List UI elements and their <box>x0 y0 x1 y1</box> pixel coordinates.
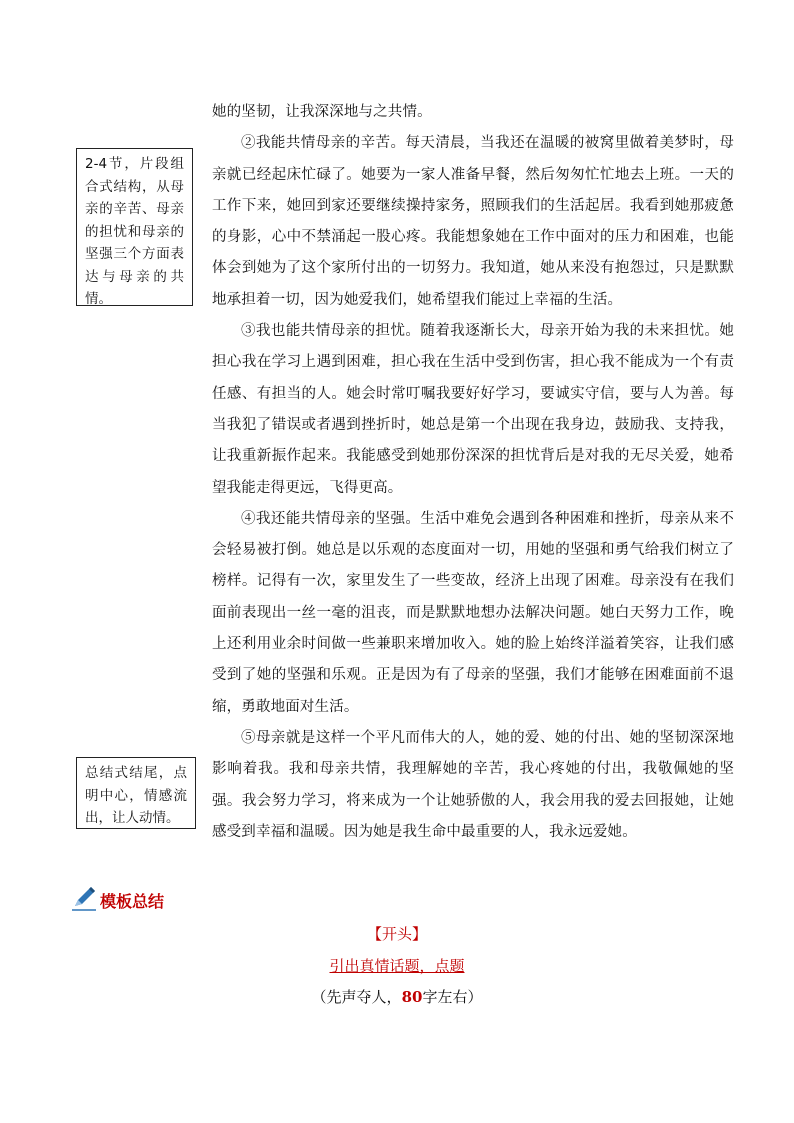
paragraph-3: ③我也能共情母亲的担忧。随着我逐渐长大，母亲开始为我的未来担忧。她担心我在学习上遇到困难，担心我在生活中受到伤害，担心我不能成为一个有责任感、有担当的人。她会时常叮嘱我要好好学习，要诚实守信，要与人为善。每当我犯了错误或者遇到挫折时，她总是第一个出现在我身边，鼓励我、支持我，让我重新振作起来。我能感受到她那份深深的担忧背后是对我的无尽关爱，她希望我能走得更远，飞得更高。 <box>212 323 734 496</box>
annotation-text-structure: 2-4节，片段组合式结构，从母亲的辛苦、母亲的担忧和母亲的坚强三个方面表达与母亲的共情。 <box>85 156 184 307</box>
paragraph-4: ④我还能共情母亲的坚强。生活中难免会遇到各种困难和挫折，母亲从来不会轻易被打倒。她总是以乐观的态度面对一切，用她的坚强和勇气给我们树立了榜样。记得有一次，家里发生了一些变故，经济上出现了困难。母亲没有在我们面前表现出一丝一毫的沮丧，而是默默地想办法解决问题。她白天努力工作，晚上还利用业余时间做一些兼职来增加收入。她的脸上始终洋溢着笑容，让我们感受到了她的坚强和乐观。正是因为有了母亲的坚强，我们才能够在困难面前不退缩，勇敢地面对生活。 <box>212 510 734 715</box>
summary-title: 模板总结 <box>100 892 165 911</box>
annotation-box-ending <box>76 757 196 829</box>
pencil-icon <box>70 884 98 912</box>
article-body <box>212 97 734 848</box>
paragraph-5: ⑤母亲就是这样一个平凡而伟大的人，她的爱、她的付出、她的坚韧深深地影响着我。我和母亲共情，我理解她的辛苦，我心疼她的付出，我敬佩她的坚强。我会努力学习，将来成为一个让她骄傲的人，我会用我的爱去回报她，让她感受到幸福和温暖。因为她是我生命中最重要的人，我永远爱她。 <box>212 729 734 840</box>
annotation-text-ending: 总结式结尾，点明中心，情感流出，让人动情。 <box>85 765 187 826</box>
section-detail-pre: （先声夺人， <box>311 988 402 1006</box>
section-description: 引出真情话题，点题 <box>329 957 465 975</box>
section-detail <box>0 985 794 1009</box>
section-detail-post: 字左右） <box>422 988 483 1006</box>
annotation-box-structure <box>76 148 193 306</box>
paragraph-continuation: 她的坚韧，让我深深地与之共情。 <box>212 104 432 120</box>
paragraph-2: ②我能共情母亲的辛苦。每天清晨，当我还在温暖的被窝里做着美梦时，母亲就已经起床忙碌了。她要为一家人准备早餐，然后匆匆忙忙地去上班。一天的工作下来，她回到家还要继续操持家务，照顾我们的生活起居。我看到她那疲惫的身影，心中不禁涌起一股心疼。我能想象她在工作中面对的压力和困难，也能体会到她为了这个家所付出的一切努力。我知道，她从来没有抱怨过，只是默默地承担着一切，因为她爱我们，她希望我们能过上幸福的生活。 <box>212 135 734 308</box>
summary-heading <box>70 882 164 912</box>
section-detail-number: 80 <box>401 988 423 1006</box>
section-label: 【开头】 <box>366 925 427 943</box>
